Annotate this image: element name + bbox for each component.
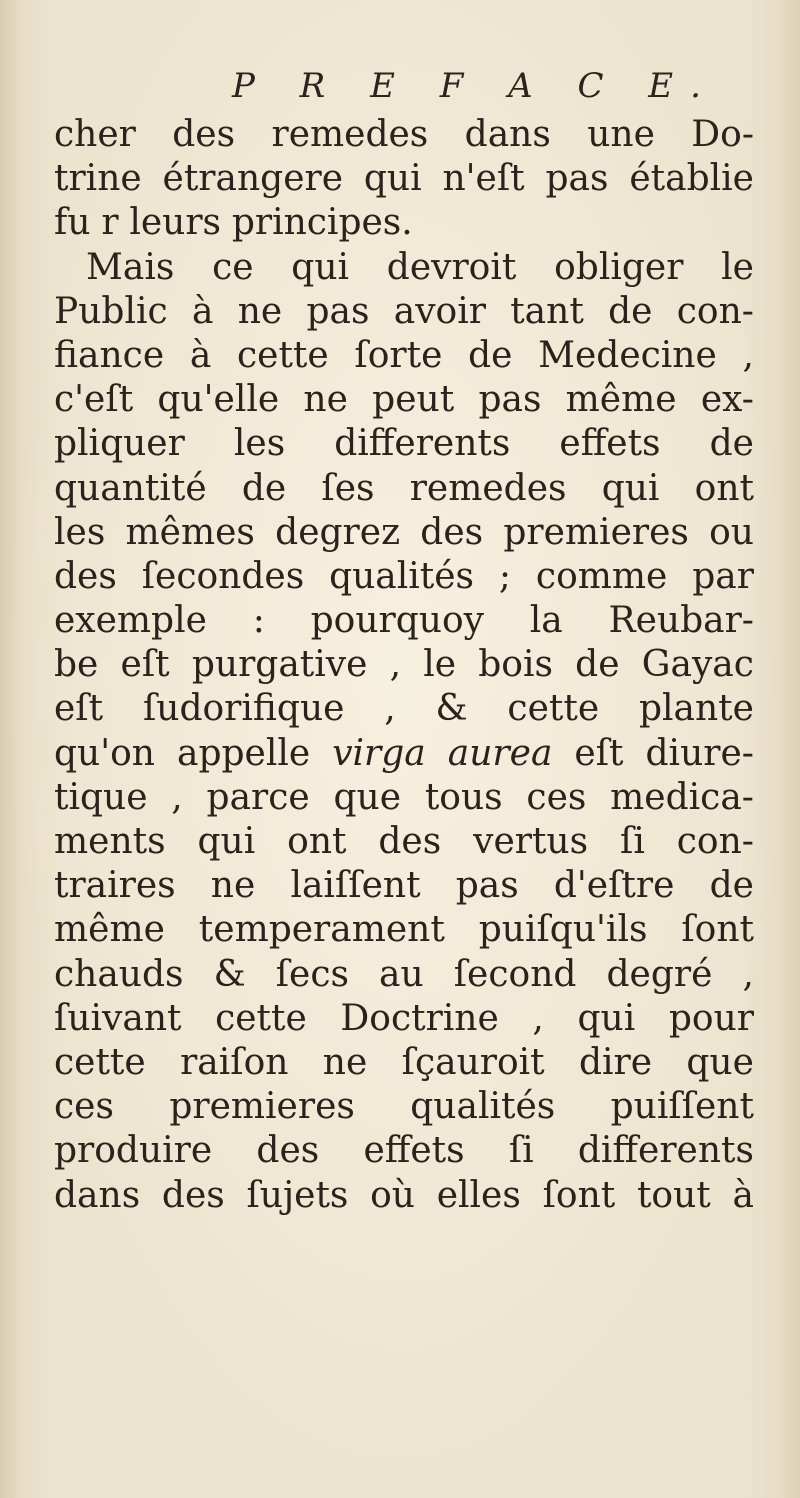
word: Gayac [641, 644, 754, 686]
text-line [54, 820, 754, 864]
text-line [54, 732, 754, 776]
word: be [54, 644, 99, 686]
word: pliquer [54, 423, 185, 465]
word: ou [709, 511, 754, 553]
word: vertus [473, 821, 589, 862]
word: ſçauroit [401, 1041, 545, 1083]
word: ne [237, 290, 283, 332]
word: , [384, 688, 396, 730]
text-line [54, 378, 754, 422]
word: appelle [177, 732, 311, 774]
word: purgative [191, 644, 368, 686]
word: fu [54, 202, 91, 244]
word: de [608, 290, 653, 332]
word: les [233, 423, 286, 465]
word: raiſon [180, 1041, 289, 1083]
word: des [161, 1174, 225, 1216]
word: , [389, 644, 402, 686]
word: de [241, 467, 287, 509]
word: de [575, 644, 620, 686]
word: ſes [321, 467, 375, 509]
word: , [742, 334, 754, 376]
word: traires [54, 865, 176, 907]
word: r [101, 202, 119, 244]
word: mêmes [125, 511, 255, 553]
word: qualités [329, 555, 475, 597]
text-line [54, 1085, 754, 1129]
word: qu'on [54, 732, 155, 774]
word: quantité [54, 467, 207, 509]
running-header: P R E F A C E. [232, 66, 718, 106]
text-line [54, 1041, 754, 1085]
text-line [54, 864, 754, 908]
word: qu'elle [157, 379, 280, 421]
text-line [54, 290, 754, 334]
word: pas [545, 158, 609, 200]
text-line [54, 908, 754, 952]
word: Medecine [538, 334, 717, 376]
word: aurea [447, 732, 553, 774]
word: bois [478, 644, 553, 686]
word: cette [507, 688, 600, 730]
word: des [420, 511, 484, 553]
word: ne [303, 379, 348, 421]
word: comme [535, 555, 668, 597]
word: tous [424, 776, 503, 818]
text-line [54, 997, 754, 1041]
body-text [54, 113, 754, 1218]
word: le [721, 246, 754, 288]
word: ſecond [453, 953, 577, 995]
word: laiſſent [290, 865, 421, 907]
word: étrangere [162, 158, 344, 200]
text-line [54, 467, 754, 511]
word: dans [54, 1174, 141, 1216]
word: Mais [86, 246, 175, 288]
word: à [191, 290, 214, 332]
word: con- [676, 290, 754, 332]
word: ont [694, 467, 754, 509]
word: ſudorifique [142, 688, 345, 730]
word: virga [332, 732, 426, 774]
word: cette [215, 997, 307, 1039]
text-line [54, 1174, 754, 1218]
word: des [54, 555, 117, 597]
text-line [54, 511, 754, 555]
word: puiſqu'ils [478, 909, 648, 951]
word: dire [578, 1041, 653, 1083]
word: des [172, 114, 236, 155]
word: obliger [554, 246, 684, 288]
word: ſorte [354, 334, 443, 376]
word: une [587, 114, 655, 155]
text-line [54, 422, 754, 466]
word: au [379, 953, 424, 995]
word: cette [236, 334, 329, 376]
word: n'eſt [442, 158, 525, 200]
word: que [686, 1041, 754, 1083]
word: où [370, 1174, 415, 1216]
word: ces [526, 776, 587, 818]
word: premieres [169, 1086, 355, 1128]
word: ne [210, 865, 256, 907]
word: à [189, 334, 212, 376]
word: dans [464, 114, 551, 155]
word: differents [334, 423, 511, 465]
word: qui [291, 246, 350, 288]
word: puiſſent [610, 1086, 754, 1128]
word: ce [212, 246, 254, 288]
word: degré [606, 953, 713, 995]
word: Reubar- [608, 600, 754, 642]
text-line [54, 246, 754, 290]
word: differents [577, 1130, 754, 1172]
word: temperament [198, 909, 445, 951]
word: tout [636, 1174, 711, 1216]
word: , [532, 997, 544, 1039]
text-line [54, 643, 754, 687]
word: remedes [271, 114, 429, 155]
word: des [378, 821, 442, 862]
word: ; [498, 555, 512, 597]
word: ments [54, 821, 166, 862]
word: des [256, 1130, 320, 1172]
word: pas [455, 865, 519, 907]
word: qui [577, 997, 636, 1039]
word: , [742, 953, 754, 995]
word: pour [668, 997, 754, 1039]
word: plante [638, 688, 754, 730]
word: & [435, 688, 468, 730]
word: produire [54, 1130, 213, 1172]
word: fiance [54, 334, 165, 376]
word: eſt [120, 644, 170, 686]
word: elles [436, 1174, 521, 1216]
text-line [54, 687, 754, 731]
word: eſt [54, 688, 104, 730]
word: ſont [542, 1174, 616, 1216]
word: pas [306, 290, 370, 332]
word: exemple [54, 600, 207, 642]
word: leurs [129, 202, 222, 244]
word: medica- [610, 776, 754, 818]
word: de [468, 334, 513, 376]
word: tant [510, 290, 584, 332]
text-line [54, 157, 754, 201]
text-line [54, 953, 754, 997]
word: à [732, 1174, 754, 1216]
word: de [709, 423, 754, 465]
word: ſi [620, 821, 645, 862]
word: d'eſtre [553, 865, 675, 907]
text-line [54, 599, 754, 643]
word: & [213, 953, 246, 995]
word: ex- [700, 379, 754, 421]
word: c'eſt [54, 379, 134, 421]
word: le [423, 644, 457, 686]
text-line [54, 555, 754, 599]
word: peut [372, 379, 455, 421]
text-line [54, 201, 754, 245]
word: ſujets [246, 1174, 349, 1216]
word: par [692, 555, 754, 597]
word: chauds [54, 953, 184, 995]
word: même [54, 909, 165, 951]
text-line [54, 776, 754, 820]
word: pourquoy [310, 600, 484, 642]
word: pas [478, 379, 542, 421]
word: diure- [645, 732, 754, 774]
word: cher [54, 114, 136, 155]
word: trine [54, 158, 142, 200]
word: parce [206, 776, 310, 818]
word: ont [287, 821, 347, 862]
word: tique [54, 776, 148, 818]
word: ſont [681, 909, 754, 951]
word: : [252, 600, 265, 642]
word: établie [629, 158, 754, 200]
word: effets [363, 1130, 465, 1172]
word: Do- [691, 114, 754, 155]
word: que [333, 776, 402, 818]
word: degrez [275, 511, 401, 553]
text-line [54, 1129, 754, 1173]
word: avoir [393, 290, 486, 332]
word: con- [676, 821, 754, 862]
word: ſi [508, 1130, 534, 1172]
word: premieres [503, 511, 689, 553]
word: même [565, 379, 677, 421]
word: les [54, 511, 106, 553]
word: de [709, 865, 754, 907]
word: eſt [574, 732, 624, 774]
word: Doctrine [340, 997, 499, 1039]
word: qualités [410, 1086, 556, 1128]
word: qui [601, 467, 660, 509]
word: devroit [386, 246, 517, 288]
word: ſecs [275, 953, 349, 995]
word: ſuivant [54, 997, 182, 1039]
word: remedes [409, 467, 567, 509]
word: la [529, 600, 563, 642]
word: ne [322, 1041, 368, 1083]
word: ces [54, 1086, 114, 1128]
word: , [171, 776, 183, 818]
word: qui [197, 821, 256, 862]
word: principes. [231, 202, 413, 244]
text-line [54, 113, 754, 157]
word: effets [559, 423, 661, 465]
text-line [54, 334, 754, 378]
word: cette [54, 1041, 146, 1083]
word: qui [363, 158, 422, 200]
word: ſecondes [141, 555, 305, 597]
word: Public [54, 290, 168, 332]
